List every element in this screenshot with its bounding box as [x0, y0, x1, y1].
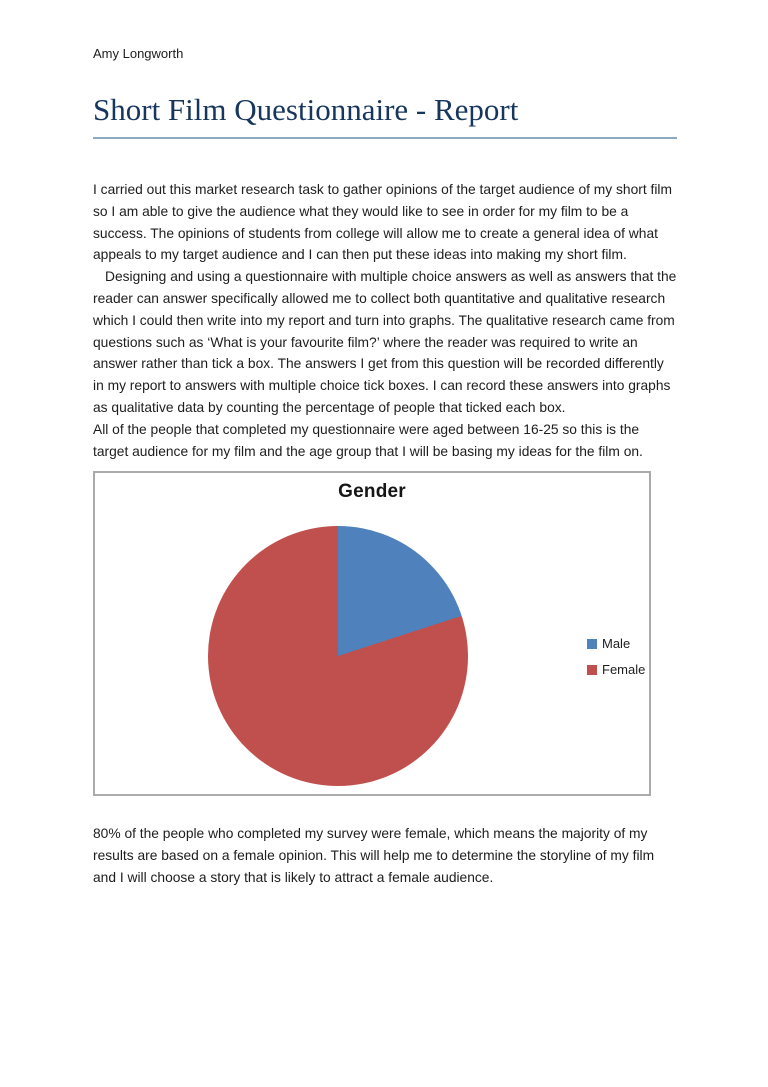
- author-name: Amy Longworth: [93, 46, 184, 61]
- pie-chart: [208, 526, 468, 786]
- legend-item-female: [587, 662, 645, 677]
- body-text: [93, 179, 677, 462]
- paragraph-intro: I carried out this market research task to gather opinions of the target audience of my short film so I am able to give the audience what they would like to see in order for my film to be a success. The opinions of students from college will allow me to create a general idea of what appeals to my target audience and I can then put these ideas into making my short film.: [93, 182, 672, 263]
- female-swatch-icon: [587, 665, 597, 675]
- gender-chart: [93, 471, 651, 796]
- paragraph-age-group: All of the people that completed my questionnaire were aged between 16-25 so this is the target audience for my film and the age group that I will be basing my ideas for the film on.: [93, 421, 643, 459]
- paragraph-conclusion: 80% of the people who completed my survey were female, which means the majority of my results are based on a female opinion. This will help me to determine the storyline of my film and I will choose a story that is likely to attract a female audience.: [93, 826, 655, 885]
- page-title: Short Film Questionnaire - Report: [93, 92, 677, 139]
- chart-title: Gender: [338, 481, 406, 503]
- chart-legend: [587, 636, 645, 688]
- legend-label-female: Female: [602, 662, 646, 678]
- closing-text: [93, 823, 677, 888]
- legend-label-male: Male: [602, 636, 631, 652]
- paragraph-questionnaire: Designing and using a questionnaire with multiple choice answers as well as answers that the reader can answer specifically allowed me to collect both quantitative and qualitative research which I could then write into my report and turn into graphs. The qualitative research came from questions such as ‘What is your favourite film?’ where the reader was required to write an answer rather than tick a box. The answers I get from this question will be recorded differently in my report to answers with multiple choice tick boxes. I can record these answers into graphs as qualitative data by counting the percentage of people that ticked each box.: [93, 269, 677, 415]
- male-swatch-icon: [587, 639, 597, 649]
- legend-item-male: [587, 636, 645, 651]
